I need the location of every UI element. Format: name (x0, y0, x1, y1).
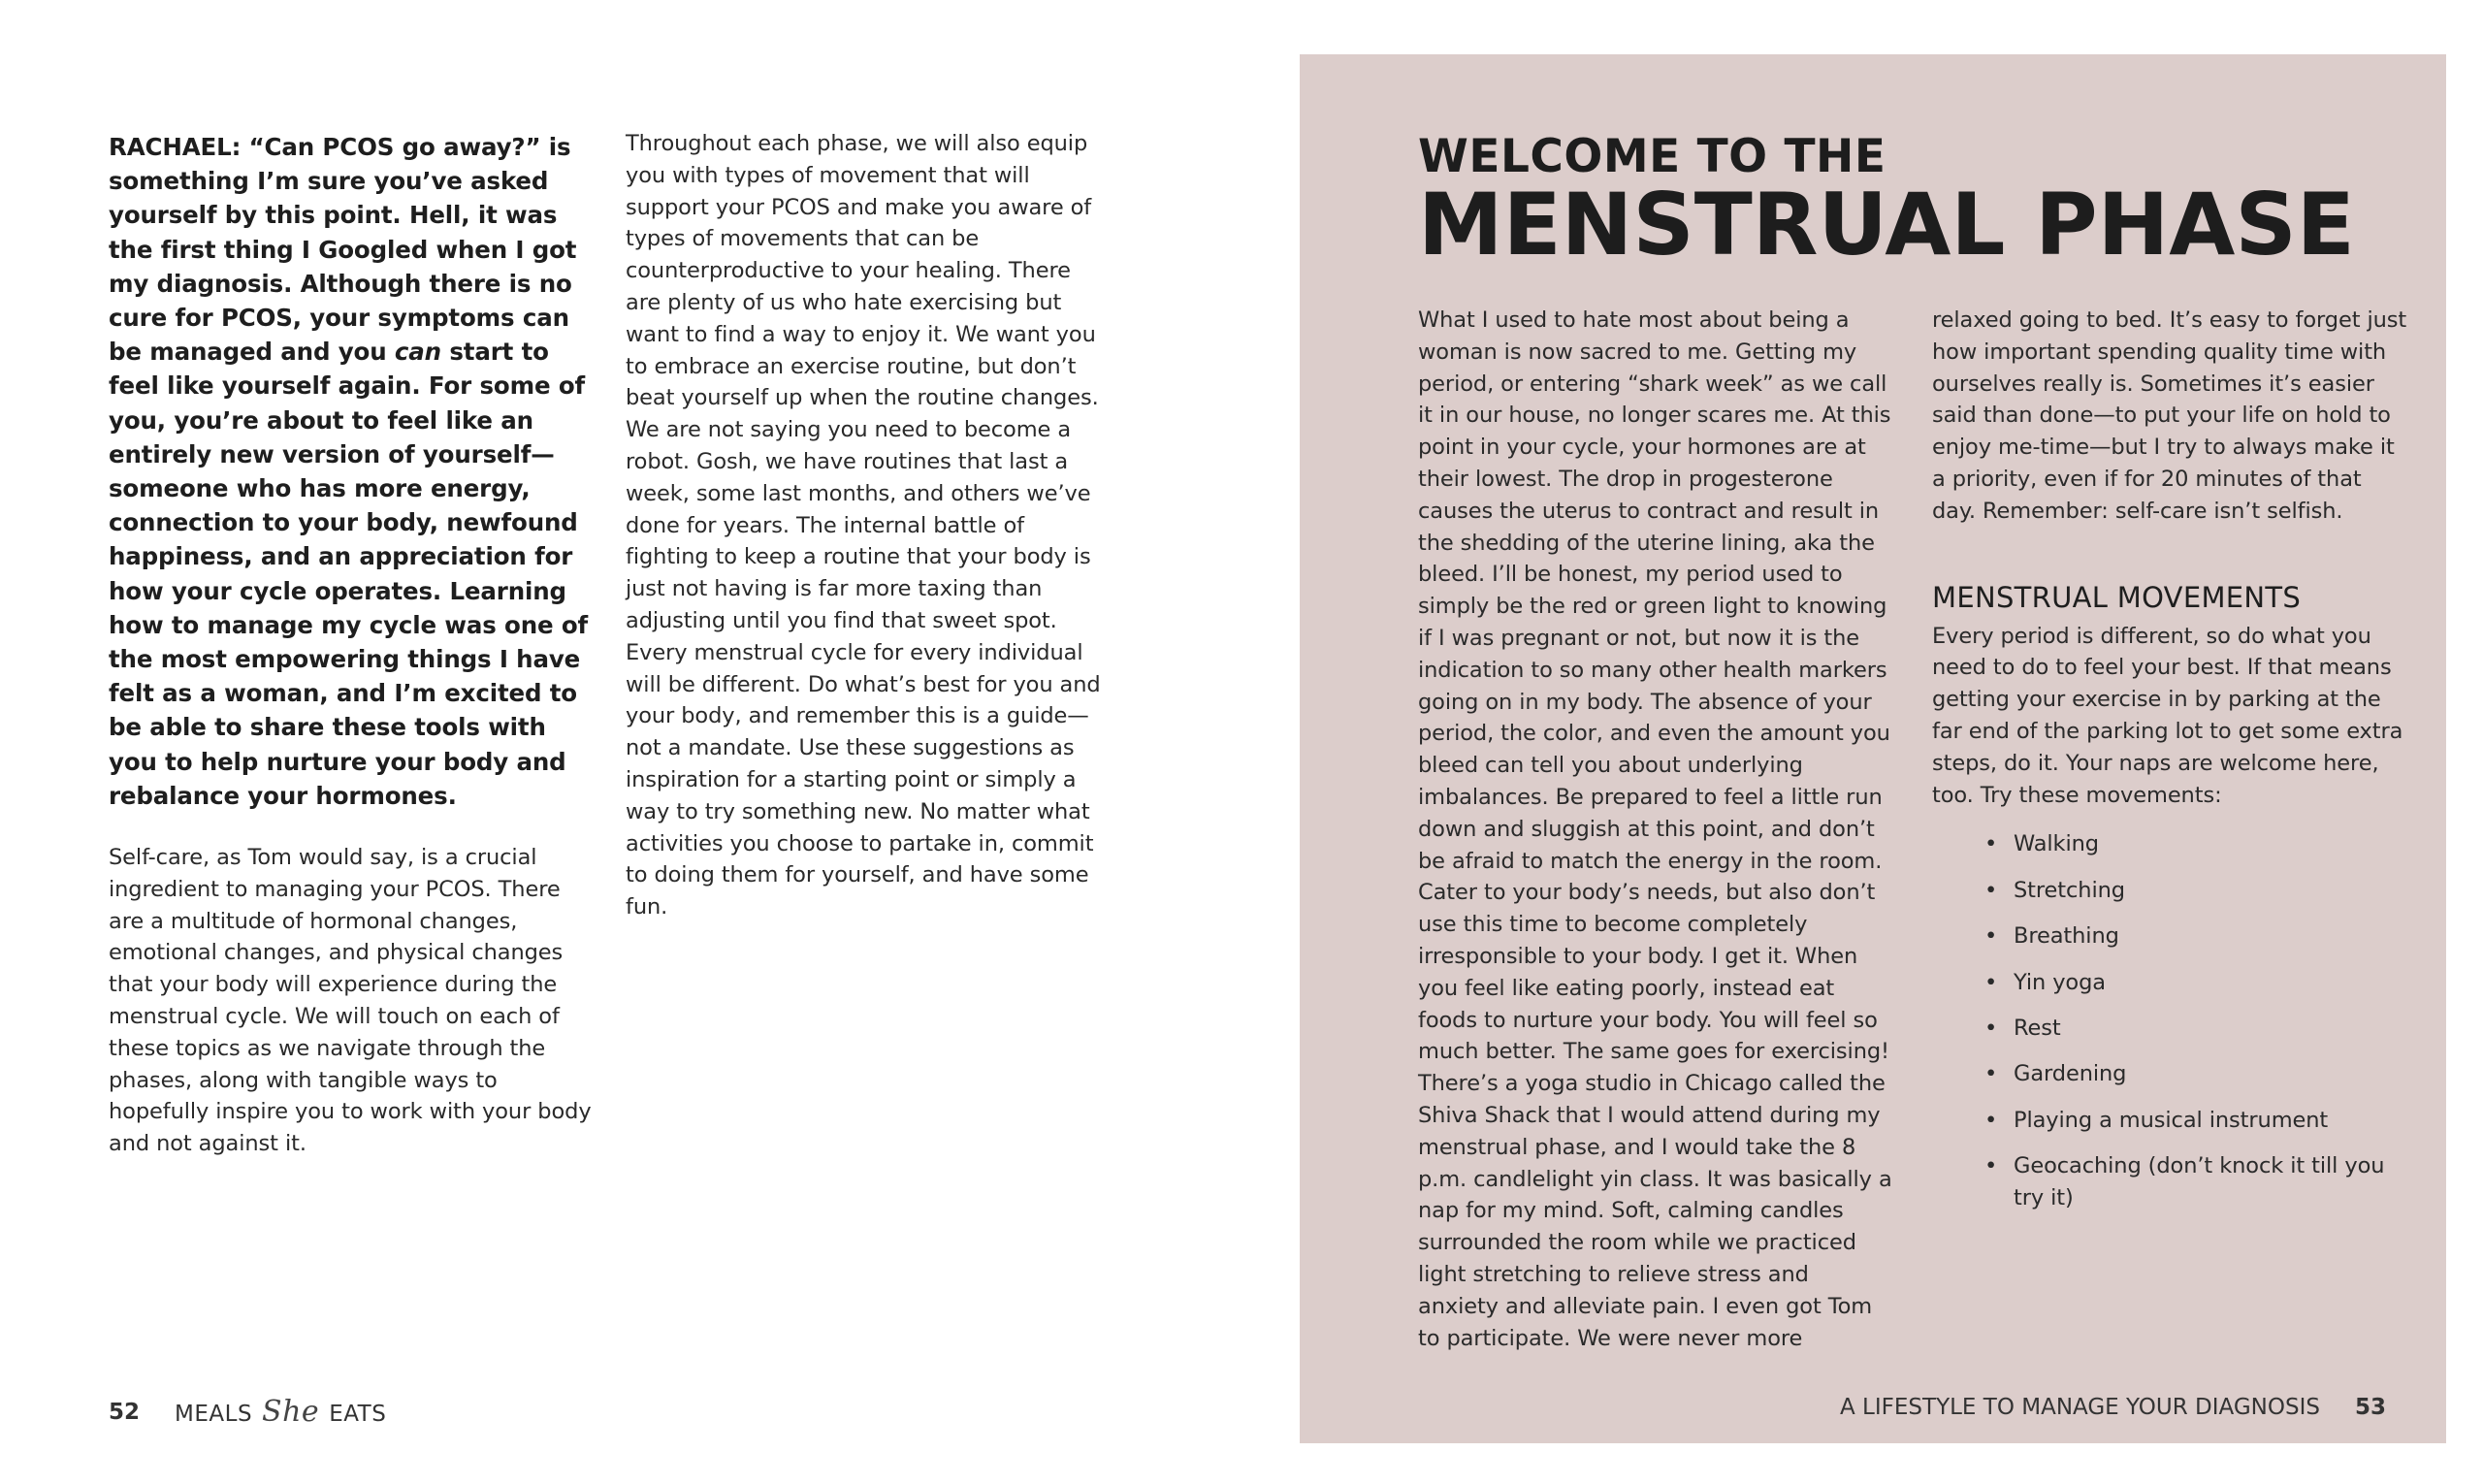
lead-text-part2: start to feel like yourself again. For some of you, you’re about to feel like an entirely new version of yourself—someone who has more energy, connection to your body, newfound happiness, and an appreciation for how your cycle operates. Learning how to manage my cycle was one of the most empowering things I have felt as a woman, and I’m excited to be able to share these tools with you to help nurture your body and rebalance your hormones. (109, 338, 589, 810)
heading-welcome: WELCOME TO THE (1418, 130, 1886, 183)
list-item-text: Walking (2014, 831, 2099, 857)
list-item-text: Yin yoga (2014, 969, 2106, 995)
bullet-icon: • (1984, 831, 1998, 857)
page-number-right: 53 (2354, 1395, 2386, 1420)
continued-paragraph: relaxed going to bed. It’s easy to forget just how important spending quality time with ourselves really is. Sometimes it’s easier said than done—to put your life on hold to enjoy me-time—but I try to always make it a priority, even if for 20 minutes of that day. Remember: self-care isn’t selfish. (1932, 307, 2407, 524)
bullet-icon: • (1984, 1061, 1998, 1087)
middle-column (626, 128, 1101, 923)
bullet-icon: • (1984, 877, 1998, 903)
movement-paragraph: Throughout each phase, we will also equip you with types of movement that will support your PCOS and make you aware of types of movements that can be counterproductive to your healing. There are plenty of us who hate exercising but want to find a way to enjoy it. We want you to embrace an exercise routine, but don’t beat yourself up when the routine changes. We are not saying you need to become a robot. Gosh, we have routines that last a week, some last months, and others we’ve done for years. The internal battle of fighting to keep a routine that your body is just not having is far more taxing than adjusting until you find that sweet spot. Every menstrual cycle for every individual will be different. Do what’s best for you and your body, and remember this is a guide—not a mandate. Use these suggestions as inspiration for a starting point or simply a way to try something new. No matter what activities you choose to partake in, commit to doing them for yourself, and have some fun. (626, 131, 1101, 920)
list-item-text: Rest (2014, 1015, 2061, 1041)
book-brand (175, 1395, 386, 1429)
brand-word-eats: EATS (329, 1402, 387, 1427)
chapter-heading (1418, 130, 2388, 274)
list-item-text: Playing a musical instrument (2014, 1107, 2329, 1133)
list-item (1932, 920, 2409, 952)
lead-emphasis: can (394, 338, 441, 367)
running-title: A LIFESTYLE TO MANAGE YOUR DIAGNOSIS (1840, 1395, 2320, 1420)
list-item (1932, 1105, 2409, 1137)
left-column (109, 130, 594, 1160)
bullet-icon: • (1984, 969, 1998, 995)
left-footer (109, 1395, 386, 1429)
heading-menstrual-phase: MENSTRUAL PHASE (1418, 175, 2355, 274)
lead-paragraph (109, 130, 594, 813)
list-item-text: Geocaching (don’t knock it till you try it) (2014, 1153, 2385, 1210)
brand-script-she: She (262, 1395, 320, 1429)
right-column-1 (1418, 305, 1895, 1354)
bullet-icon: • (1984, 1153, 1998, 1179)
movements-intro: Every period is different, so do what you need to do to feel your best. If that means getting your exercise in by parking at the far end of the parking lot to get some extra steps, do it. Your naps are welcome here, too. Try these movements: (1932, 623, 2403, 808)
right-footer (1840, 1395, 2386, 1420)
page-number-left: 52 (109, 1399, 141, 1425)
list-item (1932, 875, 2409, 907)
list-item-text: Stretching (2014, 877, 2125, 903)
selfcare-paragraph: Self-care, as Tom would say, is a crucial ingredient to managing your PCOS. There are a multitude of hormonal changes, emotional changes, and physical changes that your body will experience during the menstrual cycle. We will touch on each of these topics as we navigate through the phases, along with tangible ways to hopefully inspire you to work with your body and not against it. (109, 845, 592, 1157)
bullet-icon: • (1984, 1015, 1998, 1041)
list-item-text: Breathing (2014, 923, 2119, 950)
list-item (1932, 828, 2409, 860)
right-page (1242, 0, 2483, 1484)
list-item (1932, 967, 2409, 999)
bullet-icon: • (1984, 1107, 1998, 1133)
subheading-movements: MENSTRUAL MOVEMENTS (1932, 580, 2302, 614)
list-item (1932, 1058, 2409, 1090)
list-item (1932, 1150, 2409, 1214)
movements-list (1932, 828, 2409, 1213)
brand-word-meals: MEALS (175, 1402, 253, 1427)
right-column-2 (1932, 305, 2409, 1228)
intro-paragraph: What I used to hate most about being a woman is now sacred to me. Getting my period, or entering “shark week” as we call it in our house, no longer scares me. At this point in your cycle, your hormones are at their lowest. The drop in progesterone causes the uterus to contract and result in the shedding of the uterine lining, aka the bleed. I’ll be honest, my period used to simply be the red or green light to knowing if I was pregnant or not, but now it is the indication to so many other health markers going on in my body. The absence of your period, the color, and even the amount you bleed can tell you about underlying imbalances. Be prepared to feel a little run down and sluggish at this point, and don’t be afraid to match the energy in the room. Cater to your body’s needs, but also don’t use this time to become completely irresponsible to your body. I get it. When you feel like eating poorly, instead eat foods to nurture your body. You will feel so much better. The same goes for exercising! There’s a yoga studio in Chicago called the Shiva Shack that I would attend during my menstrual phase, and I would take the 8 p.m. candlelight yin class. It was basically a nap for my mind. Soft, calming candles surrounded the room while we practiced light stretching to relieve stress and anxiety and alleviate pain. I even got Tom to participate. We were never more (1418, 307, 1892, 1351)
list-item-text: Gardening (2014, 1061, 2127, 1087)
lead-text-part1: RACHAEL: “Can PCOS go away?” is something I’m sure you’ve asked yourself by this point. Hell, it was the first thing I Googled when I got my diagnosis. Although there is no cure for PCOS, your symptoms can be managed and you (109, 133, 577, 367)
bullet-icon: • (1984, 923, 1998, 950)
list-item (1932, 1013, 2409, 1045)
